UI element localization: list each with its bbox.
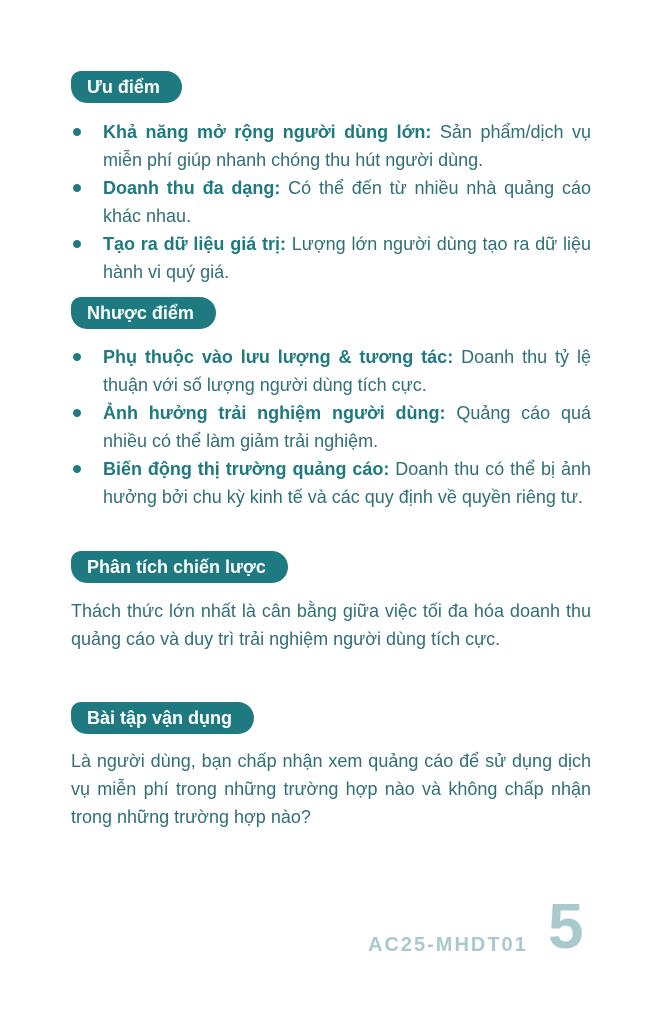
advantages-list: [71, 118, 591, 286]
list-item: [71, 455, 591, 511]
bullet-icon: [73, 409, 81, 417]
list-item: [71, 174, 591, 230]
bullet-icon: [73, 465, 81, 473]
strategy-paragraph: Thách thức lớn nhất là cân bằng giữa việc tối đa hóa doanh thu quảng cáo và duy trì trải nghiệm người dùng tích cực.: [71, 601, 591, 649]
section-heading-advantages: Ưu điểm: [71, 71, 182, 103]
document-code: AC25-MHDT01: [368, 934, 528, 956]
list-item: [71, 343, 591, 399]
item-description: Doanh thu tỷ lệ thuận với số lượng người dùng tích cực.: [103, 347, 591, 395]
exercise-paragraph: Là người dùng, bạn chấp nhận xem quảng cáo để sử dụng dịch vụ miễn phí trong những trường hợp nào và không chấp nhận trong những trường hợp nào?: [71, 751, 591, 827]
section-heading-strategy: Phân tích chiến lược: [71, 551, 288, 583]
bullet-icon: [73, 128, 81, 136]
section-heading-exercise: Bài tập vận dụng: [71, 702, 254, 734]
disadvantages-list: [71, 343, 591, 511]
list-item: [71, 118, 591, 174]
item-description: Doanh thu có thể bị ảnh hưởng bởi chu kỳ kinh tế và các quy định về quyền riêng tư.: [103, 459, 591, 507]
bullet-icon: [73, 240, 81, 248]
item-term: Ảnh hưởng trải nghiệm người dùng:: [103, 403, 446, 423]
item-description: Quảng cáo quá nhiều có thể làm giảm trải nghiệm.: [103, 403, 591, 451]
list-item: [71, 230, 591, 286]
item-description: Lượng lớn người dùng tạo ra dữ liệu hành vi quý giá.: [103, 234, 591, 282]
bullet-icon: [73, 184, 81, 192]
section-heading-disadvantages: Nhược điểm: [71, 297, 216, 329]
list-item: [71, 399, 591, 455]
item-term: Doanh thu đa dạng:: [103, 178, 281, 198]
bullet-icon: [73, 353, 81, 361]
item-description: Sản phẩm/dịch vụ miễn phí giúp nhanh chóng thu hút người dùng.: [103, 122, 592, 170]
item-term: Phụ thuộc vào lưu lượng & tương tác:: [103, 347, 454, 367]
item-term: Tạo ra dữ liệu giá trị:: [103, 234, 286, 254]
page-number: 5: [548, 890, 584, 962]
item-term: Biến động thị trường quảng cáo:: [103, 459, 390, 479]
item-term: Khả năng mở rộng người dùng lớn:: [103, 122, 432, 142]
item-description: Có thể đến từ nhiều nhà quảng cáo khác nhau.: [103, 178, 591, 226]
